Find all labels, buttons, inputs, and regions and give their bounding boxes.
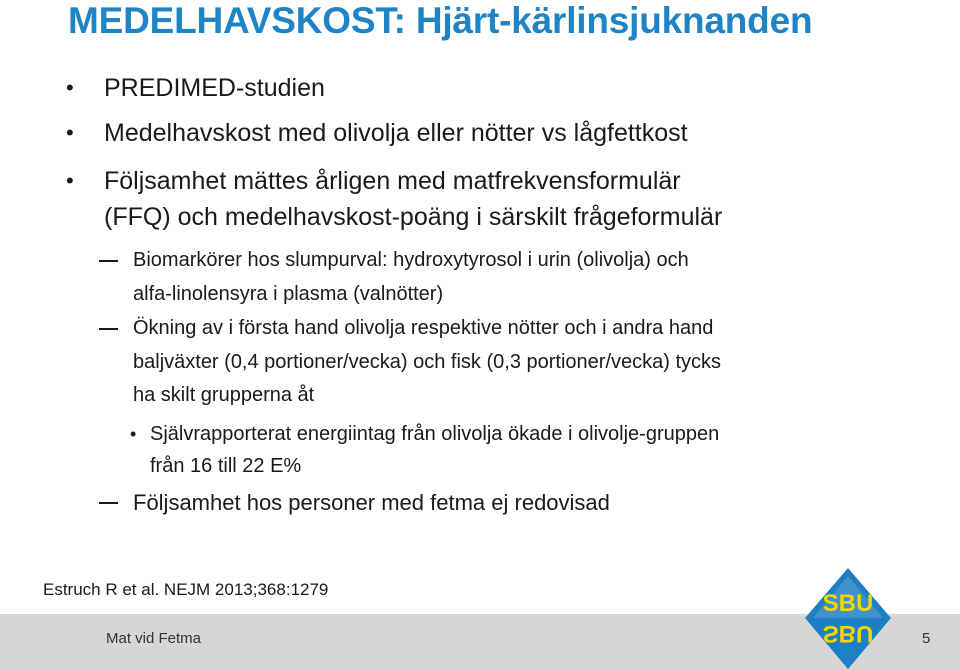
bullet-diet-comparison: • Medelhavskost med olivolja eller nötter vs lågfettkost — [104, 115, 904, 151]
bullet-compliance — [104, 163, 904, 235]
sub-bullet-obesity: Följsamhet hos personer med fetma ej redovisad — [133, 486, 873, 520]
logo-text-mirrored: SBU — [822, 620, 874, 647]
sub-sub-bullet-energy-line1: Självrapporterat energiintag från olivolja ökade i olivolje-gruppen — [150, 423, 720, 445]
bullet-compliance-line2: (FFQ) och medelhavskost-poäng i särskilt frågeformulär — [104, 203, 723, 231]
sub-bullet-increase-line3: ha skilt grupperna åt — [133, 384, 315, 406]
sbu-logo — [805, 568, 891, 669]
sub-bullet-increase-line2: baljväxter (0,4 portioner/vecka) och fisk (0,3 portioner/vecka) tycks — [133, 350, 722, 373]
bullet-predimed: • PREDIMED-studien — [104, 70, 904, 106]
sub-bullet-biomarkers — [133, 244, 873, 311]
slide-title: MEDELHAVSKOST: Hjärt-kärlinsjuknanden — [68, 0, 813, 41]
sub-sub-bullet-energy — [150, 418, 870, 482]
footer-title: Mat vid Fetma — [106, 630, 202, 647]
page-number: 5 — [922, 630, 931, 647]
sub-bullet-increase-line1: Ökning av i första hand olivolja respektive nötter och i andra hand — [133, 317, 714, 339]
sub-sub-bullet-energy-line2: från 16 till 22 E% — [150, 455, 302, 477]
bullet-compliance-line1: Följsamhet mättes årligen med matfrekvensformulär — [104, 167, 681, 195]
logo-text: SBU — [822, 590, 874, 617]
reference: Estruch R et al. NEJM 2013;368:1279 — [43, 580, 329, 599]
sub-bullet-increase — [133, 312, 873, 413]
sub-bullet-biomarkers-line1: Biomarkörer hos slumpurval: hydroxytyrosol i urin (olivolja) och — [133, 249, 689, 271]
sub-bullet-biomarkers-line2: alfa-linolensyra i plasma (valnötter) — [133, 282, 444, 305]
